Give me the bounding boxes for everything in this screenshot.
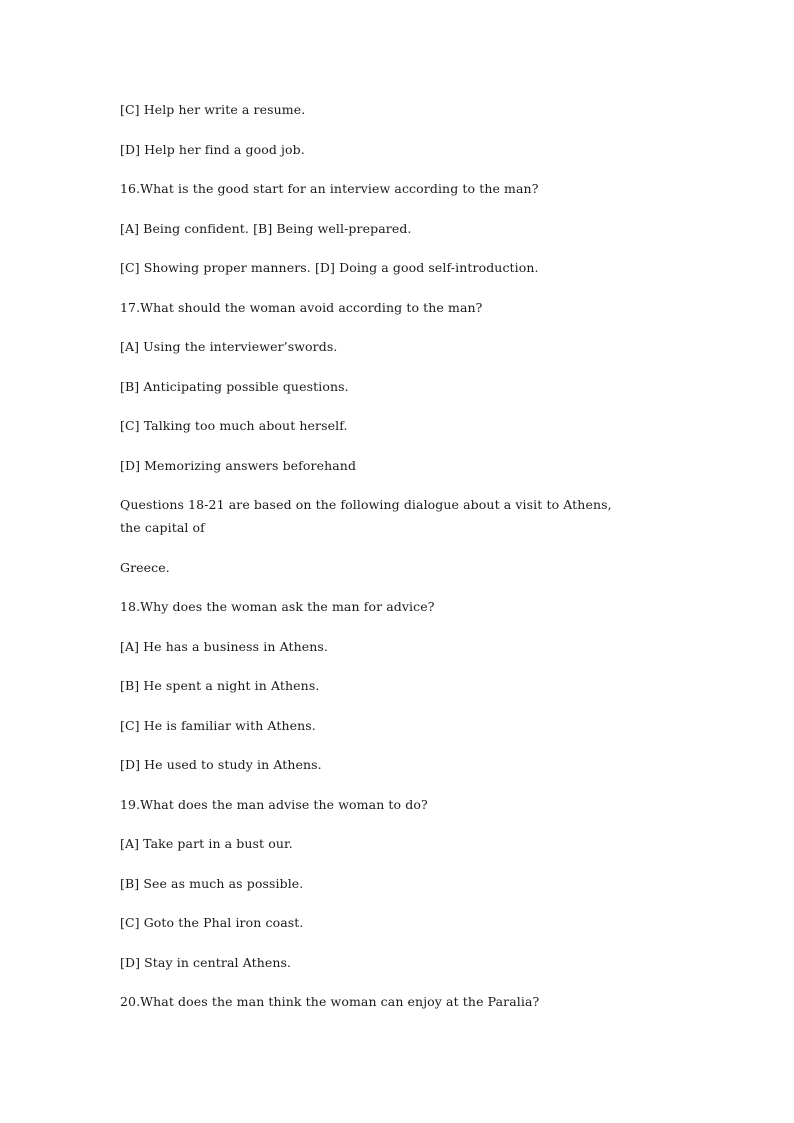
document-body <box>120 100 660 1032</box>
option-d-q19: [D] Stay in central Athens. <box>120 954 292 970</box>
question-18: 18.Why does the woman ask the man for advice? <box>120 599 435 614</box>
option-b-q17: [B] Anticipating possible questions. <box>120 378 349 394</box>
section-intro-line-1: Questions 18-21 are based on the following dialogue about a visit to Athens, <box>120 497 612 512</box>
section-intro-line-2: the capital of <box>120 520 205 535</box>
option-a-q19: [A] Take part in a bust our. <box>120 836 293 851</box>
option-c-q15: [C] Help her write a resume. <box>120 102 306 117</box>
question-17: 17.What should the woman avoid according to the man? <box>120 299 483 315</box>
option-a-q17: [A] Using the interviewer’swords. <box>120 339 338 354</box>
options-ab-q16: [A] Being confident. [B] Being well-prepared. <box>120 220 412 236</box>
option-d-q17: [D] Memorizing answers beforehand <box>120 457 357 473</box>
section-intro-line-3: Greece. <box>120 559 170 575</box>
option-c-q19: [C] Goto the Phal iron coast. <box>120 915 304 930</box>
option-d-q18: [D] He used to study in Athens. <box>120 757 322 772</box>
option-b-q18: [B] He spent a night in Athens. <box>120 678 320 693</box>
question-16: 16.What is the good start for an interview according to the man? <box>120 181 539 196</box>
option-c-q17: [C] Talking too much about herself. <box>120 418 348 433</box>
option-d-q15: [D] Help her find a good job. <box>120 141 305 157</box>
question-20: 20.What does the man think the woman can enjoy at the Paralia? <box>120 994 540 1009</box>
question-19: 19.What does the man advise the woman to do? <box>120 796 428 812</box>
options-cd-q16: [C] Showing proper manners. [D] Doing a good self-introduction. <box>120 260 539 275</box>
option-b-q19: [B] See as much as possible. <box>120 875 304 891</box>
option-c-q18: [C] He is familiar with Athens. <box>120 717 316 733</box>
option-a-q18: [A] He has a business in Athens. <box>120 638 328 654</box>
